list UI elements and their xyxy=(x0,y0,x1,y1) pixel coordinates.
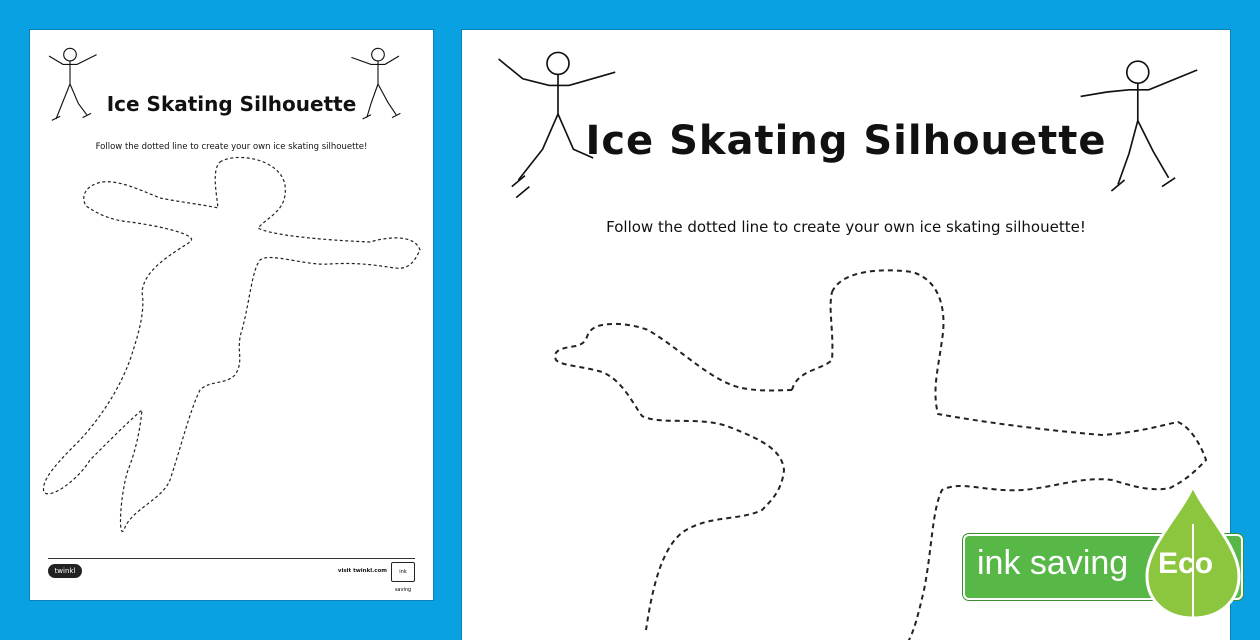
footer-url: visit twinkl.com xyxy=(337,568,387,574)
ink-saving-label: ink saving xyxy=(977,544,1129,582)
footer-divider xyxy=(48,558,415,559)
page-title-large: Ice Skating Silhouette xyxy=(585,118,1107,164)
dotted-silhouette xyxy=(43,157,420,531)
instruction-text-large: Follow the dotted line to create your own ice skating silhouette! xyxy=(606,218,1086,236)
eco-tag: Eco xyxy=(1158,547,1214,580)
page-title: Ice Skating Silhouette xyxy=(106,92,357,116)
instruction-text: Follow the dotted line to create your own ice skating silhouette! xyxy=(95,142,368,152)
footer-ink-badge: ink saving xyxy=(391,562,415,582)
worksheet-thumbnail[interactable] xyxy=(30,30,433,600)
twinkl-logo: twinkl xyxy=(48,564,82,578)
